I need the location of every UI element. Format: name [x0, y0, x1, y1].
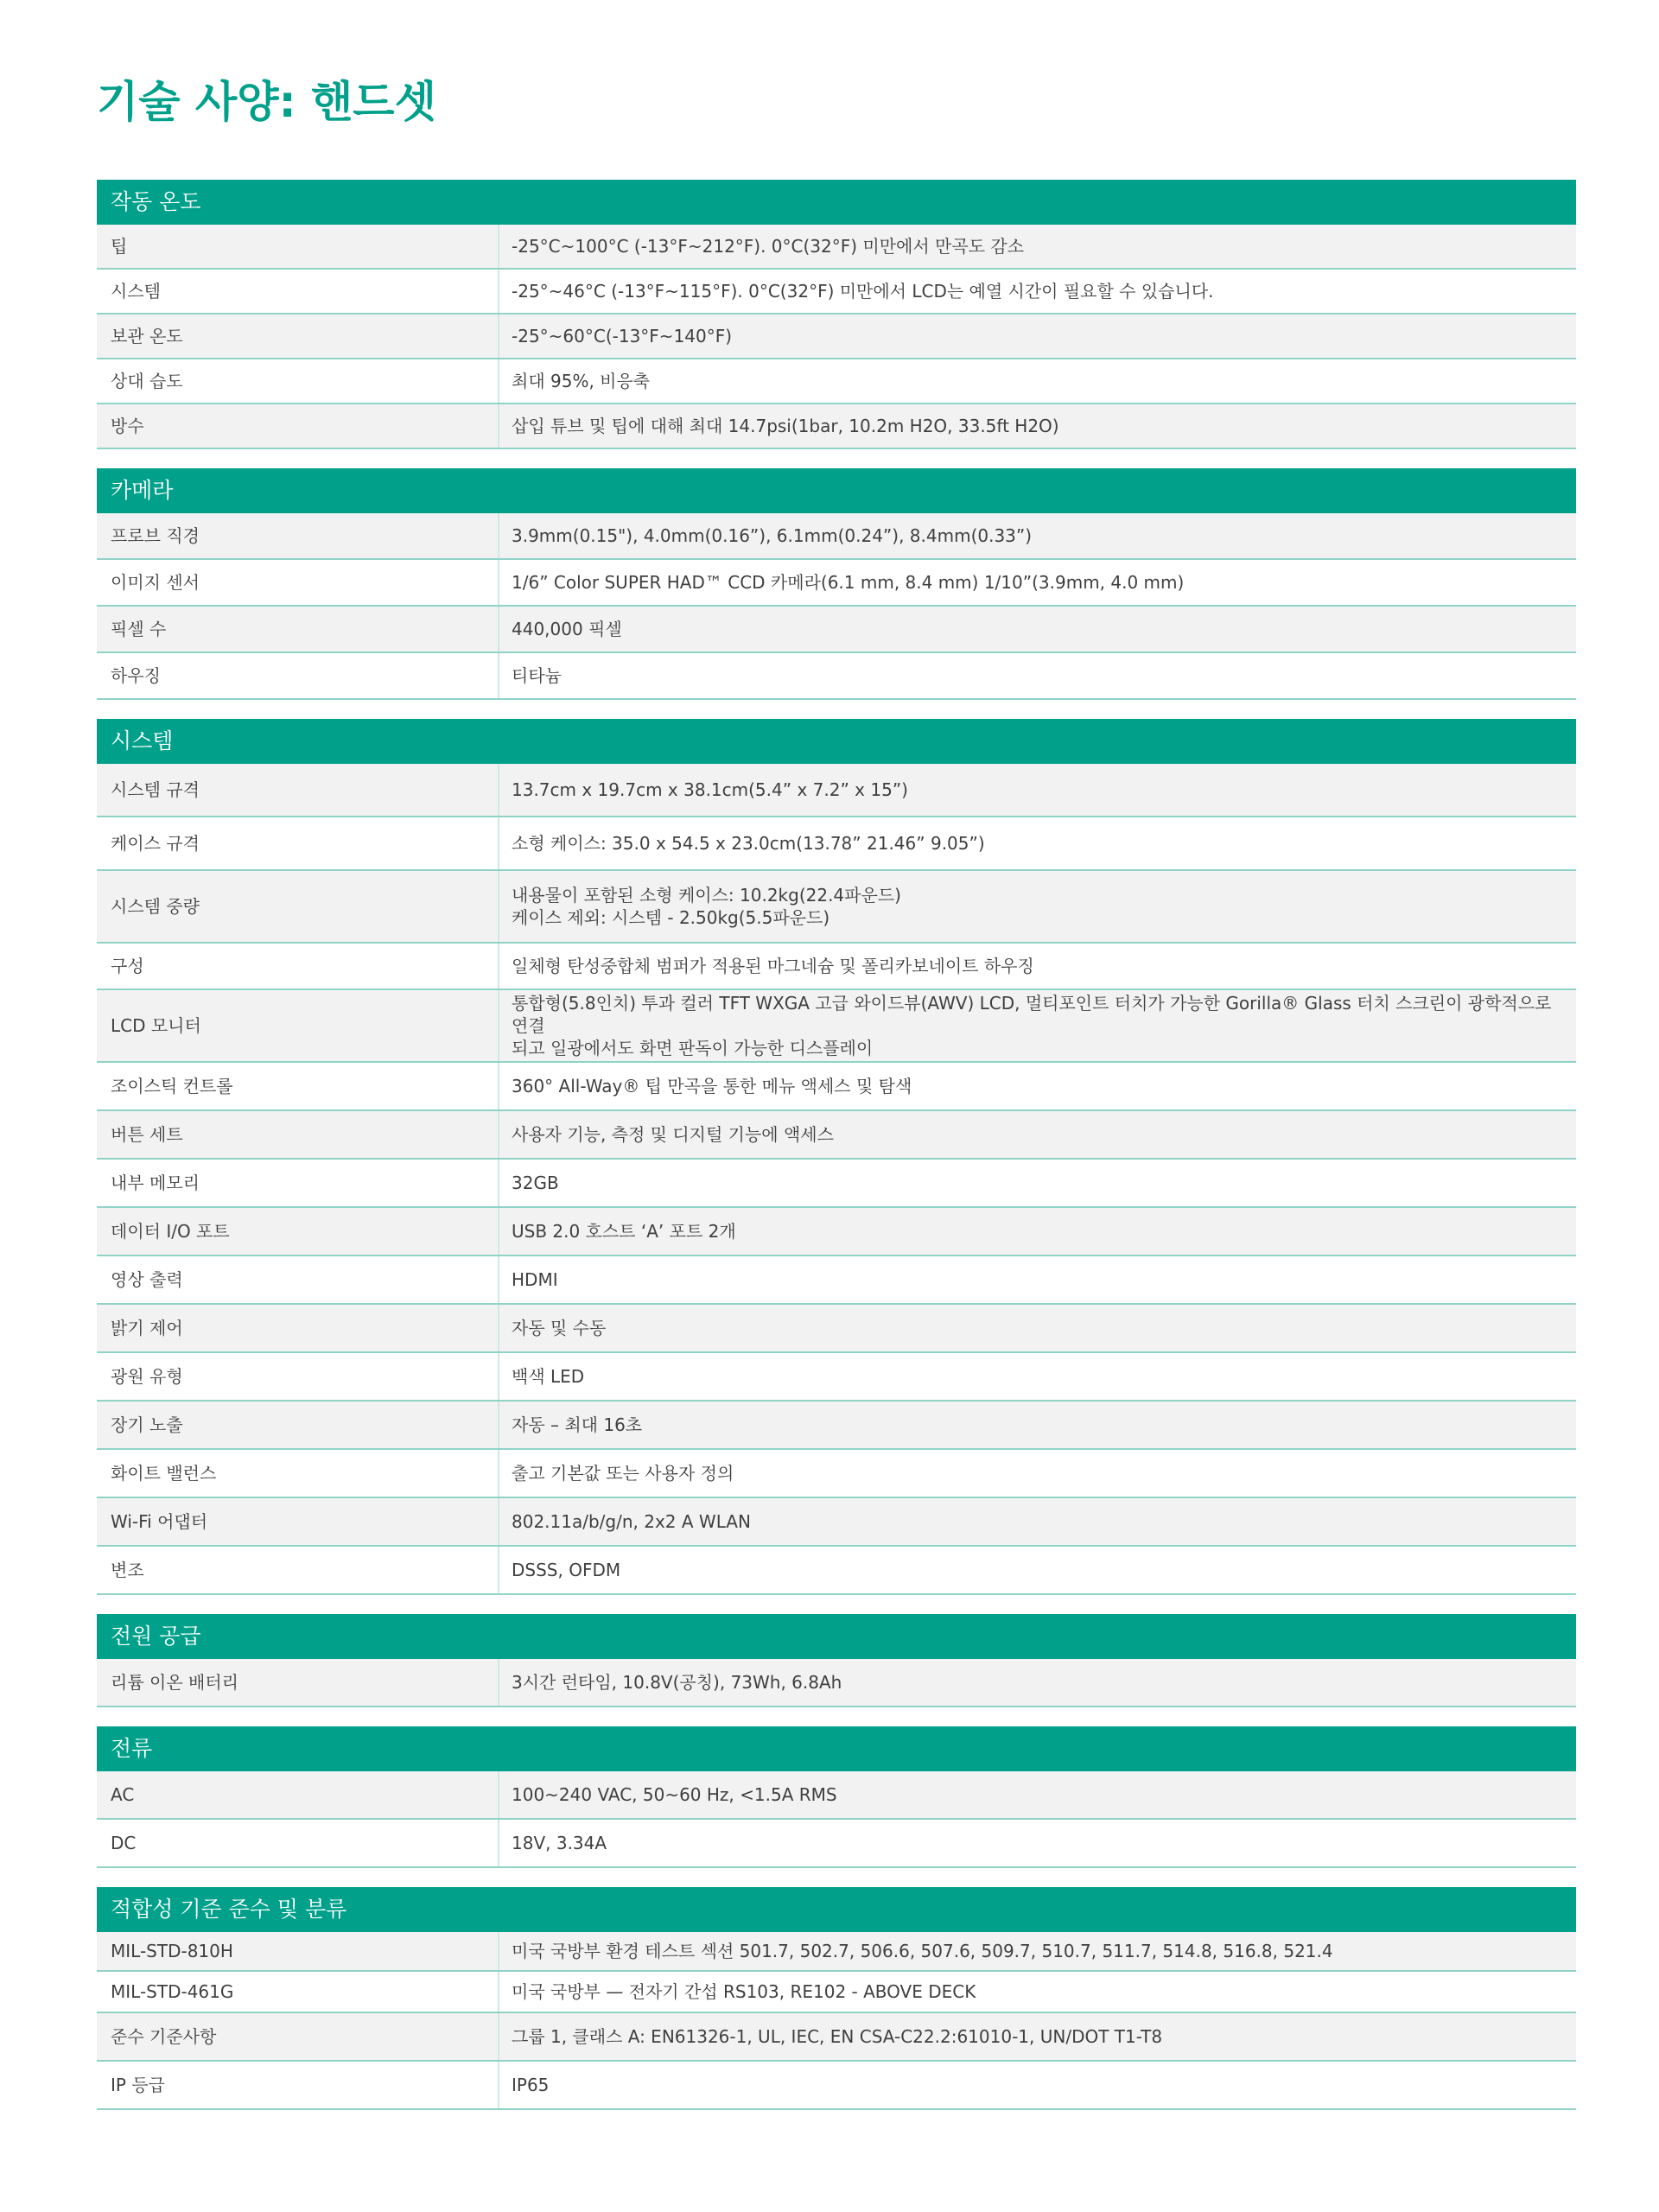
spec-label: 변조 — [97, 1547, 499, 1593]
section-power-supply — [97, 1614, 1576, 1707]
spec-row — [97, 1450, 1576, 1498]
spec-row — [97, 1820, 1576, 1868]
spec-label: MIL-STD-810H — [97, 1932, 499, 1970]
spec-value: -25°~46°C (-13°F~115°F). 0°C(32°F) 미만에서 LCD는 예열 시간이 필요할 수 있습니다. — [512, 281, 1214, 302]
spec-value: HDMI — [512, 1269, 558, 1290]
spec-value: 자동 및 수동 — [512, 1318, 607, 1338]
section-current — [97, 1726, 1576, 1868]
spec-row — [97, 2062, 1576, 2110]
spec-row — [97, 1932, 1576, 1972]
spec-label: 버튼 세트 — [97, 1111, 499, 1158]
section-compliance — [97, 1887, 1576, 2110]
spec-label: 상대 습도 — [97, 359, 499, 403]
spec-label: 방수 — [97, 404, 499, 448]
spec-label: 영상 출력 — [97, 1256, 499, 1303]
spec-label: 하우징 — [97, 653, 499, 698]
spec-value: 3시간 런타임, 10.8V(공칭), 73Wh, 6.8Ah — [512, 1672, 842, 1693]
spec-label: 프로브 직경 — [97, 513, 499, 558]
section-camera — [97, 468, 1576, 700]
spec-sections — [97, 180, 1576, 2110]
spec-row — [97, 607, 1576, 653]
spec-value: 출고 기본값 또는 사용자 정의 — [512, 1463, 734, 1484]
spec-value: -25°C~100°C (-13°F~212°F). 0°C(32°F) 미만에서 만곡도 감소 — [512, 236, 1025, 257]
spec-label: 준수 기준사항 — [97, 2013, 499, 2060]
page-title: 기술 사양: 핸드셋 — [97, 77, 436, 127]
spec-value: DSSS, OFDM — [512, 1560, 621, 1580]
spec-value: 100~240 VAC, 50~60 Hz, <1.5A RMS — [512, 1784, 837, 1805]
spec-label: 밝기 제어 — [97, 1305, 499, 1351]
spec-value: 18V, 3.34A — [512, 1833, 607, 1853]
spec-row — [97, 2013, 1576, 2062]
spec-value: 티타늄 — [512, 665, 562, 686]
spec-label: IP 등급 — [97, 2062, 499, 2108]
spec-row — [97, 225, 1576, 270]
spec-row — [97, 1305, 1576, 1353]
spec-row — [97, 990, 1576, 1063]
spec-row — [97, 404, 1576, 449]
spec-value: 삽입 튜브 및 팁에 대해 최대 14.7psi(1bar, 10.2m H2O, 33.5ft H2O) — [512, 416, 1059, 436]
spec-label: Wi-Fi 어댑터 — [97, 1498, 499, 1545]
spec-label: DC — [97, 1820, 499, 1866]
spec-value: -25°~60°C(-13°F~140°F) — [512, 326, 733, 346]
spec-row — [97, 1063, 1576, 1111]
spec-row — [97, 359, 1576, 404]
spec-value: 일체형 탄성중합체 범퍼가 적용된 마그네슘 및 폴리카보네이트 하우징 — [512, 956, 1034, 976]
spec-row — [97, 315, 1576, 359]
spec-row — [97, 1547, 1576, 1595]
section-system — [97, 719, 1576, 1595]
spec-label: 이미지 센서 — [97, 560, 499, 605]
section-header: 전원 공급 — [97, 1614, 1576, 1659]
spec-label: 구성 — [97, 944, 499, 988]
spec-label: 리튬 이온 배터리 — [97, 1659, 499, 1706]
spec-row — [97, 560, 1576, 607]
spec-value: 13.7cm x 19.7cm x 38.1cm(5.4” x 7.2” x 15”) — [512, 779, 908, 800]
spec-row — [97, 1402, 1576, 1450]
spec-label: 보관 온도 — [97, 315, 499, 358]
spec-value: IP65 — [512, 2075, 550, 2095]
spec-value: 32GB — [512, 1173, 559, 1193]
spec-row — [97, 871, 1576, 944]
spec-row — [97, 270, 1576, 315]
spec-label: 데이터 I/O 포트 — [97, 1208, 499, 1255]
spec-label: 케이스 규격 — [97, 817, 499, 869]
spec-value: 360° All-Way® 팁 만곡을 통한 메뉴 액세스 및 탐색 — [512, 1076, 912, 1096]
section-header: 작동 온도 — [97, 180, 1576, 225]
spec-label: 광원 유형 — [97, 1353, 499, 1400]
spec-row — [97, 513, 1576, 560]
spec-value: 백색 LED — [512, 1366, 585, 1387]
spec-value: 통합형(5.8인치) 투과 컬러 TFT WXGA 고급 와이드뷰(AWV) LCD, 멀티포인트 터치가 가능한 Gorilla® Glass 터치 스크린이 광학적으로 연결 되고 일광에서도 화면 판독이 가능한 디스플레이 — [512, 993, 1552, 1058]
spec-page — [97, 0, 1576, 2129]
spec-value: 자동 – 최대 16초 — [512, 1414, 643, 1435]
spec-value: 사용자 기능, 측정 및 디지털 기능에 액세스 — [512, 1124, 834, 1145]
spec-label: 시스템 규격 — [97, 764, 499, 816]
spec-label: 시스템 중량 — [97, 871, 499, 942]
spec-value: USB 2.0 호스트 ‘A’ 포트 2개 — [512, 1221, 736, 1242]
spec-value: 3.9mm(0.15"), 4.0mm(0.16”), 6.1mm(0.24”), 8.4mm(0.33”) — [512, 525, 1033, 546]
spec-label: 장기 노출 — [97, 1402, 499, 1448]
section-header: 시스템 — [97, 719, 1576, 764]
spec-label: MIL-STD-461G — [97, 1972, 499, 2012]
section-operating-temp — [97, 180, 1576, 449]
spec-row — [97, 1972, 1576, 2013]
spec-row — [97, 1659, 1576, 1707]
section-header: 적합성 기준 준수 및 분류 — [97, 1887, 1576, 1932]
section-header: 카메라 — [97, 468, 1576, 513]
spec-row — [97, 764, 1576, 817]
spec-label: LCD 모니터 — [97, 990, 499, 1061]
spec-label: 화이트 밸런스 — [97, 1450, 499, 1497]
spec-value: 최대 95%, 비응축 — [512, 371, 651, 391]
spec-row — [97, 1771, 1576, 1820]
spec-label: 팁 — [97, 225, 499, 268]
spec-label: 내부 메모리 — [97, 1160, 499, 1206]
spec-row — [97, 1160, 1576, 1208]
spec-value: 소형 케이스: 35.0 x 54.5 x 23.0cm(13.78” 21.46” 9.05”) — [512, 833, 985, 854]
spec-value: 내용물이 포함된 소형 케이스: 10.2kg(22.4파운드) 케이스 제외: 시스템 - 2.50kg(5.5파운드) — [512, 885, 901, 928]
spec-row — [97, 1208, 1576, 1256]
spec-row — [97, 1111, 1576, 1160]
spec-value: 802.11a/b/g/n, 2x2 A WLAN — [512, 1511, 751, 1532]
spec-label: 시스템 — [97, 270, 499, 313]
spec-value: 1/6” Color SUPER HAD™ CCD 카메라(6.1 mm, 8.4 mm) 1/10”(3.9mm, 4.0 mm) — [512, 572, 1185, 593]
spec-row — [97, 1498, 1576, 1547]
spec-row — [97, 944, 1576, 990]
spec-row — [97, 653, 1576, 700]
spec-row — [97, 817, 1576, 871]
spec-row — [97, 1256, 1576, 1305]
spec-value: 미국 국방부 환경 테스트 섹션 501.7, 502.7, 506.6, 507.6, 509.7, 510.7, 511.7, 514.8, 516.8, 521.4 — [512, 1941, 1333, 1961]
section-header: 전류 — [97, 1726, 1576, 1771]
spec-value: 440,000 픽셀 — [512, 619, 622, 639]
spec-label: AC — [97, 1771, 499, 1818]
spec-label: 픽셀 수 — [97, 607, 499, 652]
spec-row — [97, 1353, 1576, 1402]
spec-label: 조이스틱 컨트롤 — [97, 1063, 499, 1109]
spec-value: 그룹 1, 클래스 A: EN61326-1, UL, IEC, EN CSA-C22.2:61010-1, UN/DOT T1-T8 — [512, 2026, 1163, 2047]
spec-value: 미국 국방부 — 전자기 간섭 RS103, RE102 - ABOVE DECK — [512, 1981, 976, 2002]
